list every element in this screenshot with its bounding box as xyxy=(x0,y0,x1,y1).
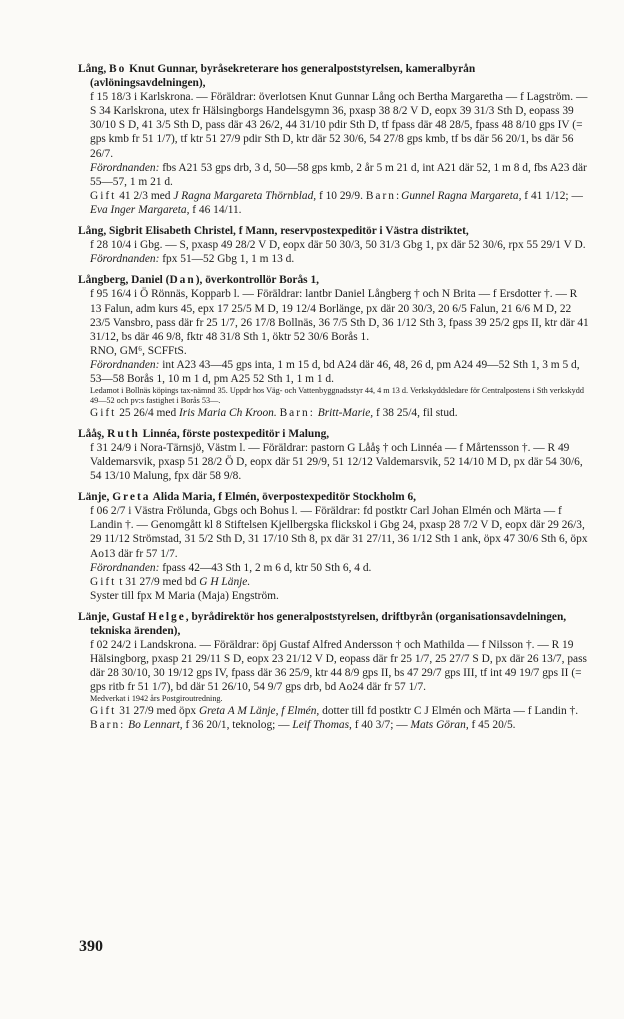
marriage-text: 31 27/9 med öpx xyxy=(116,705,199,718)
appointments-text: int A23 43—45 gps inta, 1 m 15 d, bd A24 där 46, 48, 26 d, pm A24 49—52 Sth 1, 3 m 5 d, 53—58 Borås 1, 10 m 1 d, pm A25 52 Sth 1, 1 m 1 d. xyxy=(90,358,580,385)
appointments-text: fpass 42—43 Sth 1, 2 m 6 d, ktr 50 Sth 6, 4 d. xyxy=(159,561,372,574)
heading-spaced-name: Dan xyxy=(169,274,196,287)
appointments-label: Förordnanden: xyxy=(90,358,160,371)
children-text: f 40 3/7; — xyxy=(351,719,411,732)
heading-text: , byrådirektör hos generalpoststyrelsen, driftbyrån (organisationsavdelningen, tekniska ärenden), xyxy=(90,610,567,637)
entry-marriage xyxy=(78,189,590,217)
entry-appointments xyxy=(78,358,590,386)
marriage-text: dotter till fd postktr C J Elmén och Märta — f Landin †. xyxy=(319,705,579,718)
heading-text: Knut Gunnar, byråsekreterare hos generalpoststyrelsen, kameralbyrån (avlöningsavdelningen), xyxy=(90,63,476,90)
entry-heading xyxy=(78,610,590,638)
heading-spaced-name: Ruth xyxy=(107,427,140,440)
child-name: Eva Inger Margareta, xyxy=(90,203,190,216)
heading-text: Långberg, Daniel ( xyxy=(78,274,170,287)
heading-spaced-name: Greta xyxy=(112,491,151,504)
spouse-name: G H Länje. xyxy=(199,575,251,588)
child-name: Gunnel Ragna Margareta, xyxy=(401,189,522,202)
entry-orders: RNO, GM⁶, SCFFtS. xyxy=(90,344,187,357)
appointments-text: fpx 51—52 Gbg 1, 1 m 13 d. xyxy=(159,253,295,266)
marriage-text: f 10 29/9. xyxy=(316,189,366,202)
child-name: Britt-Marie, xyxy=(317,406,374,419)
entry-appointments xyxy=(78,561,590,575)
heading-text: ), överkontrollör Borås 1, xyxy=(195,274,320,287)
entry-note: Ledamot i Bollnäs köpings tax-nämnd 35. Uppdr hos Väg- och Vattenbyggnadsstyr 44, 4 m 13 d. Verkskyddsledare för Centralpostens i Sth verkskydd 49—52 och pv:s fastighet i Borås 53—. xyxy=(90,386,584,405)
spouse-name: Iris Maria Ch Kroon. xyxy=(179,406,277,419)
marriage-text: 41 2/3 med xyxy=(116,189,174,202)
children-text: f 41 1/12; — xyxy=(521,189,583,202)
children-text: f 46 14/11. xyxy=(189,203,242,216)
entries-column xyxy=(78,62,590,739)
entry-heading xyxy=(78,490,590,504)
married-label: Gift xyxy=(90,705,117,718)
entry-body: f 31 24/9 i Nora-Tärnsjö, Västm l. — Föräldrar: pastorn G Lååş † och Linnéa — f Mårtensson †. — R 49 Valdemarsvik, pxasp 51 28/2 Ö D, eopx där 51 29/9, 51 12/12 Valdemarsvik, 52 14/10 M D, px där 54 30/6, 54 13/10 Malung, fpx där 58 9/8. xyxy=(90,441,583,483)
entry-appointments xyxy=(78,252,590,266)
entry-body: f 95 16/4 i Ö Rönnäs, Kopparb l. — Föräldrar: lantbr Daniel Långberg † och N Brita — f Ersdotter †. — R 13 Falun, adm kurs 45, epx 17 25/5 M D, 19 12/4 Borlänge, px där 20 30/3, 20 6/5 Falun, 21 6/6 M D, 22 23/5 Vansbro, pass där fr 25 1/7, 26 17/8 Bollnäs, 36 7/5 Sth D, 36 1/12 Sth 3, fpass 39 25/2 gps II, ktr där 41 31/12, bs där 46 9/8, fktr 48 31/8 Sth 1, öktr 52 30/6 Borås 1. xyxy=(90,288,589,343)
heading-text: Länje, xyxy=(78,491,113,504)
children-text: f 38 25/4, fil stud. xyxy=(373,406,458,419)
appointments-label: Förordnanden: xyxy=(90,253,160,266)
entry-lang-bo xyxy=(78,62,590,217)
heading-spaced-name: Bo xyxy=(109,63,127,75)
children-label: Barn: xyxy=(365,189,402,202)
married-label: Gift xyxy=(90,189,117,202)
spouse-name: J Ragna Margareta Thörnblad, xyxy=(173,189,317,202)
children-text: f 36 20/1, teknolog; — xyxy=(182,719,293,732)
child-name: Leif Thomas, xyxy=(292,719,352,732)
entry-body: f 06 2/7 i Västra Frölunda, Gbgs och Bohus l. — Föräldrar: fd postktr Carl Johan Elmén och Märta — f Landin †. — Genomgått kl 8 Stiftelsen Kjellbergska flickskol i Gbg 24, pxasp 28 7/2 V D, eopx där 29 26/3, 29 11/12 Strömstad, 31 5/2 Sth D, 31 17/10 Sth 8, px där 31 27/11, 36 1/12 Sth 1 ank, öpx 47 30/6 Sth 6, öpx Ao13 där fr 57 1/7. xyxy=(90,505,588,560)
appointments-label: Förordnanden: xyxy=(90,561,160,574)
heading-text: Linnéa, förste postexpeditör i Malung, xyxy=(139,427,330,440)
entry-heading xyxy=(78,273,590,287)
entry-lang-sigbrit xyxy=(78,224,590,266)
children-text: f 45 20/5. xyxy=(468,719,516,732)
entry-lanje-greta xyxy=(78,490,590,603)
heading-text: Alida Maria, f Elmén, överpostexpeditör Stockholm 6, xyxy=(150,491,417,504)
heading-text: Länje, Gustaf xyxy=(78,610,148,623)
marriage-text: t 31 27/9 med bd xyxy=(116,575,200,588)
marriage-text: 25 26/4 med xyxy=(116,406,180,419)
children-label: Barn: xyxy=(279,406,315,419)
entry-body: f 02 24/2 i Landskrona. — Föräldrar: öpj Gustaf Alfred Andersson † och Mathilda — f Nilsson †. — R 19 Hälsingborg, pxasp 21 29/11 S D, eopx 23 21/12 V D, eopass där fr 25 1/7, 25 27/7 S D, px där 26 13/7, pass där 28 30/10, 30 19/12 gps IV, fpass där 36 25/9, ktr 44 8/9 gps II, bs 47 29/7 gps III, tf int 49 19/7 gps II (= gps ritb fr 51 1/7), bd där 51 26/10, 54 9/7 gps drb, bd Ao24 där fr 57 1/7. xyxy=(90,639,587,694)
entry-extra: Syster till fpx M Maria (Maja) Engström. xyxy=(90,589,279,602)
appointments-label: Förordnanden: xyxy=(90,161,160,174)
entry-laas-ruth xyxy=(78,427,590,483)
entry-marriage xyxy=(78,704,590,732)
appointments-text: fbs A21 53 gps drb, 3 d, 50—58 gps kmb, 2 år 5 m 21 d, int A21 där 52, 1 m 8 d, fbs A23 där 55—57, 1 m 21 d. xyxy=(90,161,587,188)
child-name: Mats Göran, xyxy=(410,719,469,732)
married-label: Gift xyxy=(90,575,117,588)
entry-marriage xyxy=(78,406,590,420)
entry-marriage xyxy=(78,575,590,589)
heading-text: Lång, xyxy=(78,63,110,75)
entry-note: Medverkat i 1942 års Postgiroutredning. xyxy=(90,694,223,704)
children-label: Barn: xyxy=(90,719,126,732)
page-number: 390 xyxy=(79,938,103,955)
child-name: Bo Lennart, xyxy=(128,719,183,732)
entry-body: f 15 18/3 i Karlskrona. — Föräldrar: överlotsen Knut Gunnar Lång och Bertha Margaretha — f Lagström. — S 34 Karlskrona, utex fr Hälsingborgs Handelsgymn 36, pxasp 38 8/2 V D, eopx 39 31/3 Sth D, eopass 39 30/10 S D, 41 3/5 Sth D, pass där 43 26/2, 44 31/10 pdir Sth D, tf fpass där 48 28/5, fpass 48 8/10 gps IV (= gps kmb fr 51 1/7), tf ktr 51 27/9 pdir Sth D, ktr där 52 30/6, 54 27/8 gps kmb, tf bs där 56 20/1, bs där 56 26/7. xyxy=(90,91,588,160)
heading-spaced-name: Helge xyxy=(147,610,186,623)
entry-appointments xyxy=(78,161,590,189)
entry-heading xyxy=(78,62,590,90)
heading-text: Lååş, xyxy=(78,427,108,440)
entry-lanje-helge xyxy=(78,610,590,733)
entry-body: f 28 10/4 i Gbg. — S, pxasp 49 28/2 V D, eopx där 50 30/3, 50 31/3 Gbg 1, px där 52 30/6, rpx 55 29/1 V D. xyxy=(90,239,586,252)
entry-heading xyxy=(78,427,590,441)
entry-langberg-daniel xyxy=(78,273,590,419)
spouse-name: Greta A M Länje, f Elmén, xyxy=(198,705,320,718)
married-label: Gift xyxy=(90,406,117,419)
entry-heading: Lång, Sigbrit Elisabeth Christel, f Mann, reservpostexpeditör i Västra distriktet, xyxy=(78,225,469,238)
